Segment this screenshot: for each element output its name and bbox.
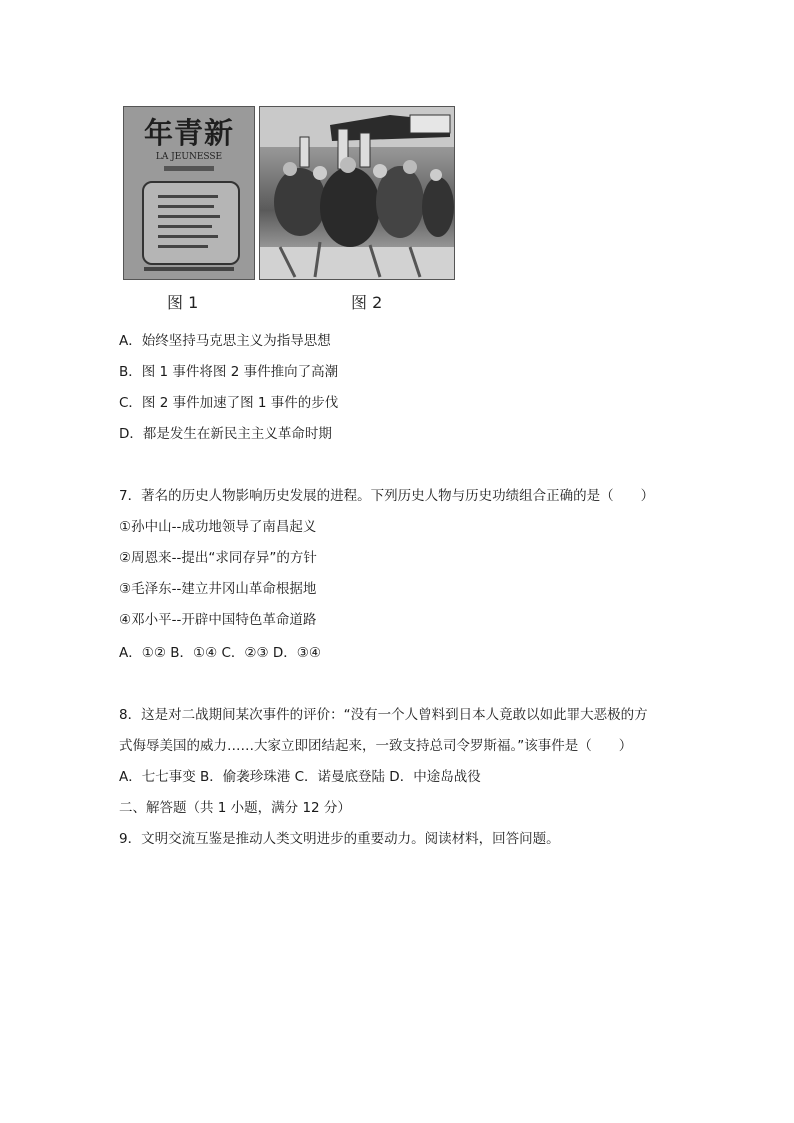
magazine-masthead: 年青新 (143, 116, 234, 150)
q7-options: A．①② B．①④ C．②③ D．③④ (119, 645, 322, 661)
magazine-footer (144, 267, 234, 271)
q6-option-b: B．图 1 事件将图 2 事件推向了高潮 (119, 364, 339, 380)
q7-item-1: ①孙中山--成功地领导了南昌起义 (119, 519, 317, 535)
contents-frame (142, 181, 240, 265)
q6-option-c: C．图 2 事件加速了图 1 事件的步伐 (119, 395, 339, 411)
protest-scene-illustration (260, 107, 455, 280)
q8-stem-line-2: 式侮辱美国的威力……大家立即团结起来，一致支持总司令罗斯福。”该事件是（ ） (119, 738, 633, 754)
magazine-subline (164, 166, 214, 171)
q6-option-d: D．都是发生在新民主主义革命时期 (119, 426, 332, 442)
figure-2-caption: 图 2 (351, 293, 383, 312)
figure-1-magazine-cover (123, 106, 255, 280)
section-2-heading: 二、解答题（共 1 小题，满分 12 分） (119, 800, 351, 816)
q6-option-a: A．始终坚持马克思主义为指导思想 (119, 333, 331, 349)
q7-item-2: ②周恩来--提出“求同存异”的方针 (119, 550, 317, 566)
figure-1-caption: 图 1 (167, 293, 199, 312)
q8-options: A．七七事变 B．偷袭珍珠港 C．诺曼底登陆 D．中途岛战役 (119, 769, 481, 785)
q7-item-4: ④邓小平--开辟中国特色革命道路 (119, 612, 317, 628)
q9-stem: 9．文明交流互鉴是推动人类文明进步的重要动力。阅读材料，回答问题。 (119, 831, 560, 847)
figure-2-protest-photo (259, 106, 455, 280)
q7-item-3: ③毛泽东--建立井冈山革命根据地 (119, 581, 317, 597)
magazine-subtitle: LA JEUNESSE (155, 152, 223, 162)
figures (123, 106, 457, 316)
q7-stem: 7．著名的历史人物影响历史发展的进程。下列历史人物与历史功绩组合正确的是（ ） (119, 488, 655, 504)
q8-stem-line-1: 8．这是对二战期间某次事件的评价：“没有一个人曾料到日本人竟敢以如此罪大恶极的方 (119, 707, 648, 723)
